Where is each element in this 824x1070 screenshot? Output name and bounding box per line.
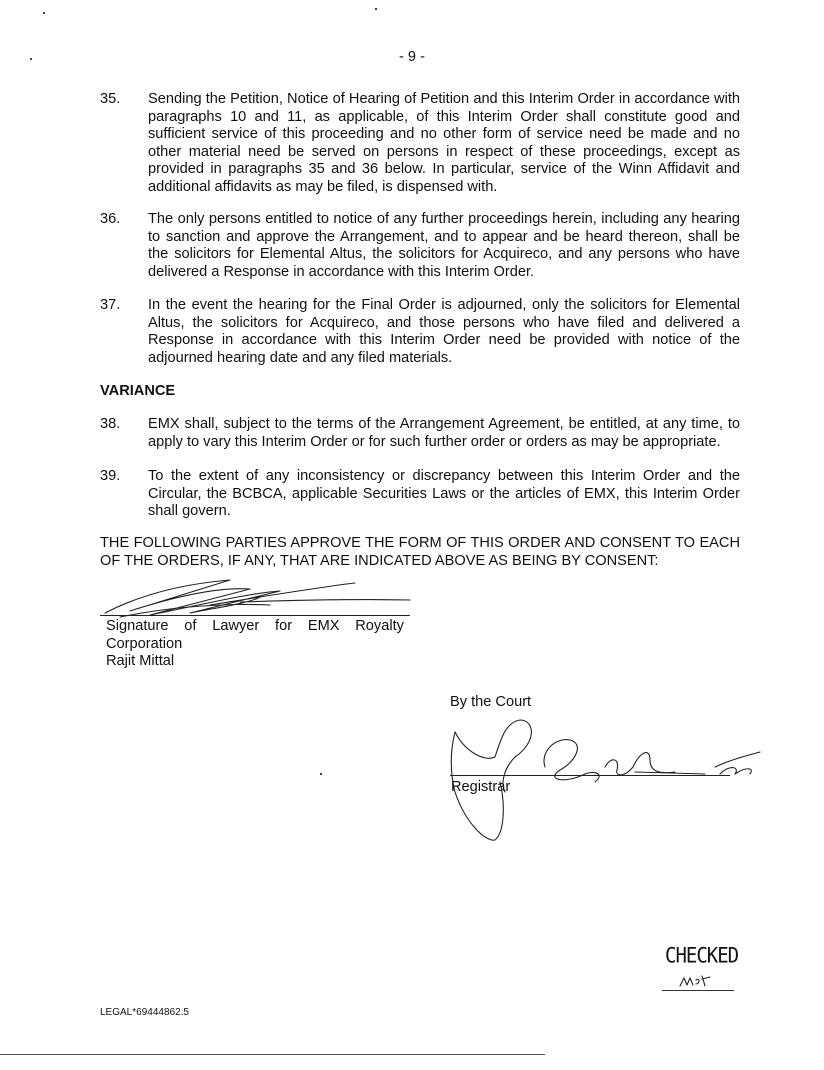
paragraph-number: 35. [100,91,121,107]
lawyer-signature-block [100,575,420,675]
paragraph-number: 37. [100,297,121,313]
scan-artifact [375,8,377,10]
paragraph-35 [100,91,740,197]
by-the-court-label: By the Court [450,694,532,710]
signature-label [106,618,404,671]
scan-artifact [320,773,322,775]
stamp-initials [678,972,718,990]
document-id: LEGAL*69444862.5 [100,1007,189,1018]
signature-label-line2: Corporation [106,635,183,652]
paragraph-39 [100,468,740,521]
paragraph-number: 38. [100,416,121,432]
paragraph-number: 36. [100,211,121,227]
signature-line [100,615,410,616]
page-number: - 9 - [399,49,425,65]
footer-rule [0,1054,545,1055]
lawyer-name: Rajit Mittal [106,653,175,670]
paragraph-number: 39. [100,468,121,484]
scan-artifact [43,12,45,14]
registrar-signature-line [450,775,730,776]
paragraph-37 [100,297,740,367]
paragraph-text: The only persons entitled to notice of any further proceedings herein, including any hearing to sanction and approve the Arrangement, and to appear and be heard thereon, shall be the solicitors for Elemental Altus, the solicitors for Acquireco, and any persons who have delivered a Response in accordance with this Interim Order. [148,211,740,280]
consent-statement: THE FOLLOWING PARTIES APPROVE THE FORM OF THIS ORDER AND CONSENT TO EACH OF THE ORDERS, IF ANY, THAT ARE INDICATED ABOVE AS BEING BY CONSENT: [100,535,740,569]
paragraph-38 [100,416,740,451]
paragraph-text: Sending the Petition, Notice of Hearing of Petition and this Interim Order in accordance with paragraphs 10 and 11, as applicable, of this Interim Order shall constitute good and sufficient service of this proceeding and no other form of service need be made and no other material need be served on persons in respect of these proceedings, except as provided in paragraphs 35 and 36 below. In particular, service of the Winn Affidavit and additional affidavits as may be filed, is dispensed with. [148,91,740,195]
paragraph-text: To the extent of any inconsistency or discrepancy between this Interim Order and the Circular, the BCBCA, applicable Securities Laws or the articles of EMX, this Interim Order shall govern. [148,468,740,520]
registrar-label: Registrar [451,779,511,795]
scan-artifact [30,58,32,60]
paragraph-text: EMX shall, subject to the terms of the Arrangement Agreement, be entitled, at any time, to apply to vary this Interim Order or for such further order or orders as may be appropriate. [148,416,740,450]
signature-label-line1: Signature of Lawyer for EMX Royalty [106,618,404,634]
stamp-underline [662,990,734,991]
paragraph-text: In the event the hearing for the Final Order is adjourned, only the solicitors for Elemental Altus, the solicitors for Acquireco, and those persons who have filed and delivered a Response in accordance with this Interim Order need be provided with notice of the adjourned hearing date and any filed materials. [148,297,740,366]
paragraph-36 [100,211,740,281]
checked-stamp: CHECKED [665,943,739,969]
section-heading-variance: VARIANCE [100,383,176,399]
